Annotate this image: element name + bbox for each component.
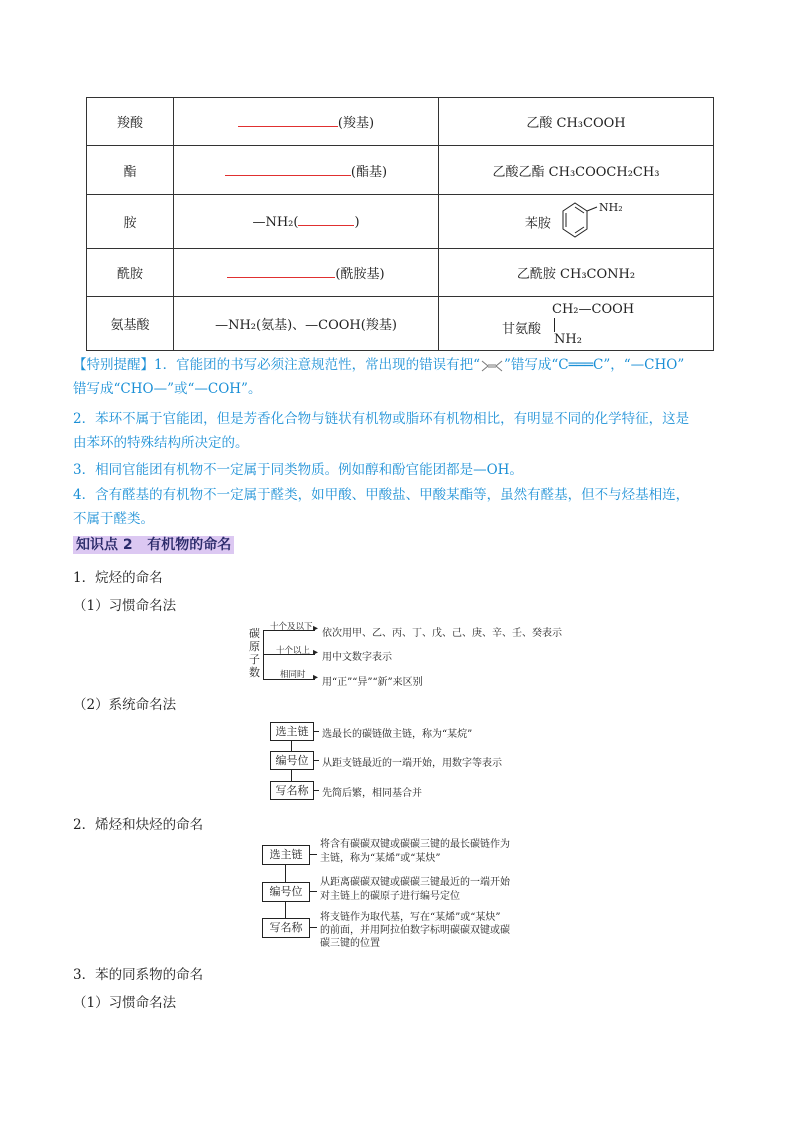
note-1-cont: 错写成“CHO—”或“—COH”。 xyxy=(73,381,262,397)
carbonyl-symbol-icon xyxy=(480,359,504,373)
group-formula: —NH₂(氨基)、—COOH(羧基) xyxy=(174,297,439,351)
answer-blank[interactable] xyxy=(298,213,354,226)
example-cell: 乙酰胺 CH₃CONH₂ xyxy=(439,249,714,297)
write-name-box: 写名称 xyxy=(270,781,314,800)
answer-blank[interactable] xyxy=(225,163,351,176)
fill-blank-cell: (酰胺基) xyxy=(174,249,439,297)
section-2-title: 2．烯烃和炔烃的命名 xyxy=(73,817,204,833)
group-name: 羧酸 xyxy=(87,98,174,146)
select-chain-box: 选主链 xyxy=(262,845,310,865)
note-4: 4．含有醛基的有机物不一定属于醛类，如甲酸、甲酸盐、甲酸某酯等，虽然有醛基，但不与烃基相连， xyxy=(73,487,690,503)
fill-blank-cell: (羧基) xyxy=(174,98,439,146)
answer-blank[interactable] xyxy=(227,265,335,278)
table-row xyxy=(87,146,714,195)
answer-blank[interactable] xyxy=(238,114,338,127)
numbering-box: 编号位 xyxy=(270,751,314,770)
glycine-bottom: NH₂ xyxy=(554,331,582,347)
numbering-box: 编号位 xyxy=(262,882,310,902)
note-1: 【特别提醒】1．官能团的书写必须注意规范性，常出现的错误有把“ ”错写成“C═══C”，“—CHO” xyxy=(73,357,685,373)
section-3-title: 3．苯的同系物的命名 xyxy=(73,967,204,983)
note-2: 2．苯环不属于官能团，但是芳香化合物与链状有机物或脂环有机物相比，有明显不同的化学特征，这是 xyxy=(73,411,690,427)
group-name: 酯 xyxy=(87,146,174,195)
table-row xyxy=(87,249,714,297)
bracket-line xyxy=(263,630,264,680)
section-1-sub-1: （1）习惯命名法 xyxy=(73,598,177,614)
bond-line xyxy=(554,318,555,332)
section-heading: 知识点 2 有机物的命名 xyxy=(73,534,234,554)
section-3-sub-1: （1）习惯命名法 xyxy=(73,995,177,1011)
functional-group-table xyxy=(86,97,714,351)
amine-group-label: NH₂ xyxy=(599,200,623,214)
note-2-cont: 由苯环的特殊结构所决定的。 xyxy=(73,435,249,451)
benzene-ring-icon xyxy=(555,199,627,245)
write-name-box: 写名称 xyxy=(262,918,310,938)
example-cell: 乙酸 CH₃COOH xyxy=(439,98,714,146)
table-row xyxy=(87,98,714,146)
select-chain-box: 选主链 xyxy=(270,722,314,741)
table-row xyxy=(87,195,714,249)
glycine-top: CH₂—COOH xyxy=(552,301,635,317)
fill-blank-cell: (酯基) xyxy=(174,146,439,195)
example-cell: 乙酸乙酯 CH₃COOCH₂CH₃ xyxy=(439,146,714,195)
note-4-cont: 不属于醛类。 xyxy=(73,511,154,527)
table-row xyxy=(87,297,714,351)
group-name: 酰胺 xyxy=(87,249,174,297)
section-1-title: 1．烷烃的命名 xyxy=(73,570,163,586)
section-1-sub-2: （2）系统命名法 xyxy=(73,697,177,713)
group-name: 氨基酸 xyxy=(87,297,174,351)
note-3: 3．相同官能团有机物不一定属于同类物质。例如醇和酚官能团都是—OH。 xyxy=(73,462,523,478)
example-cell: 甘氨酸 CH₂—COOH NH₂ xyxy=(439,297,714,351)
example-cell: 苯胺 NH₂ xyxy=(439,195,714,249)
carbon-count-label: 碳 原 子 数 xyxy=(249,627,260,679)
fill-blank-cell: —NH₂( ) xyxy=(174,195,439,249)
group-name: 胺 xyxy=(87,195,174,249)
